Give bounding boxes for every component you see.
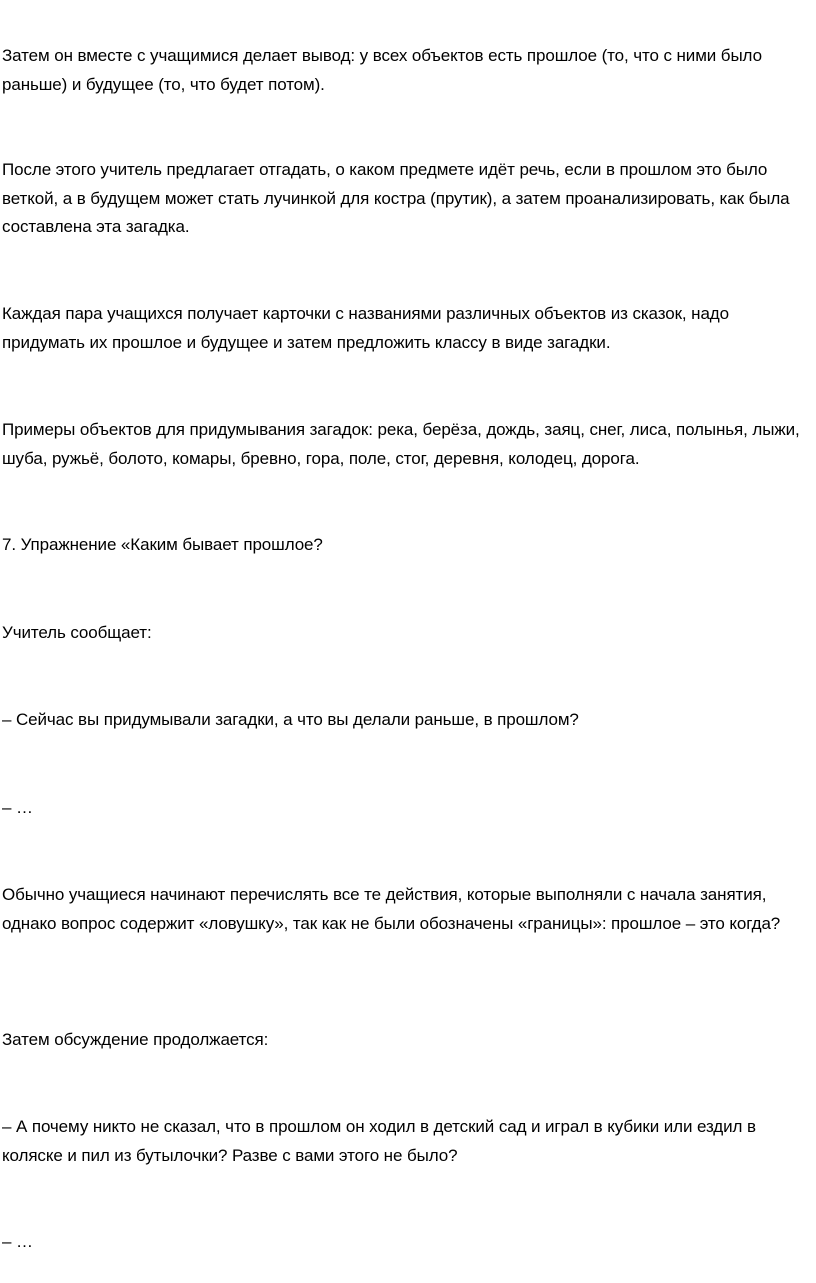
dialogue-line-ellipsis-final: – …	[2, 1232, 33, 1251]
paragraph-discussion-continues: Затем обсуждение продолжается:	[2, 1030, 269, 1049]
dialogue-line-question: – Сейчас вы придумывали загадки, а что вы делали раньше, в прошлом?	[2, 710, 579, 729]
paragraph-teacher-says: Учитель сообщает:	[2, 623, 152, 642]
paragraph-trap-explanation: Обычно учащиеся начинают перечислять все те действия, которые выполняли с начала занятия, однако вопрос содержит «ловушку», так как не были обозначены «границы»: прошлое – это когда?	[2, 885, 781, 933]
exercise-heading: 7. Упражнение «Каким бывает прошлое?	[2, 535, 323, 554]
dialogue-line-kindergarten: – А почему никто не сказал, что в прошлом он ходил в детский сад и играл в кубики или ездил в коляске и пил из бутылочки? Разве с вами этого не было?	[2, 1117, 756, 1165]
paragraph-conclusion: Затем он вместе с учащимися делает вывод: у всех объектов есть прошлое (то, что с ними было раньше) и будущее (то, что будет потом).	[2, 46, 762, 94]
paragraph-object-examples: Примеры объектов для придумывания загадок: река, берёза, дождь, заяц, снег, лиса, полынья, лыжи, шуба, ружьё, болото, комары, бревно, гора, поле, стог, деревня, колодец, дорога.	[2, 420, 800, 468]
dialogue-line-ellipsis: – …	[2, 798, 33, 817]
paragraph-riddle-example: После этого учитель предлагает отгадать, о каком предмете идёт речь, если в прошлом это было веткой, а в будущем может стать лучинкой для костра (прутик), а затем проанализировать, как была составлена эта загадка.	[2, 160, 790, 236]
paragraph-pair-cards: Каждая пара учащихся получает карточки с названиями различных объектов из сказок, надо придумать их прошлое и будущее и затем предложить классу в виде загадки.	[2, 304, 729, 352]
